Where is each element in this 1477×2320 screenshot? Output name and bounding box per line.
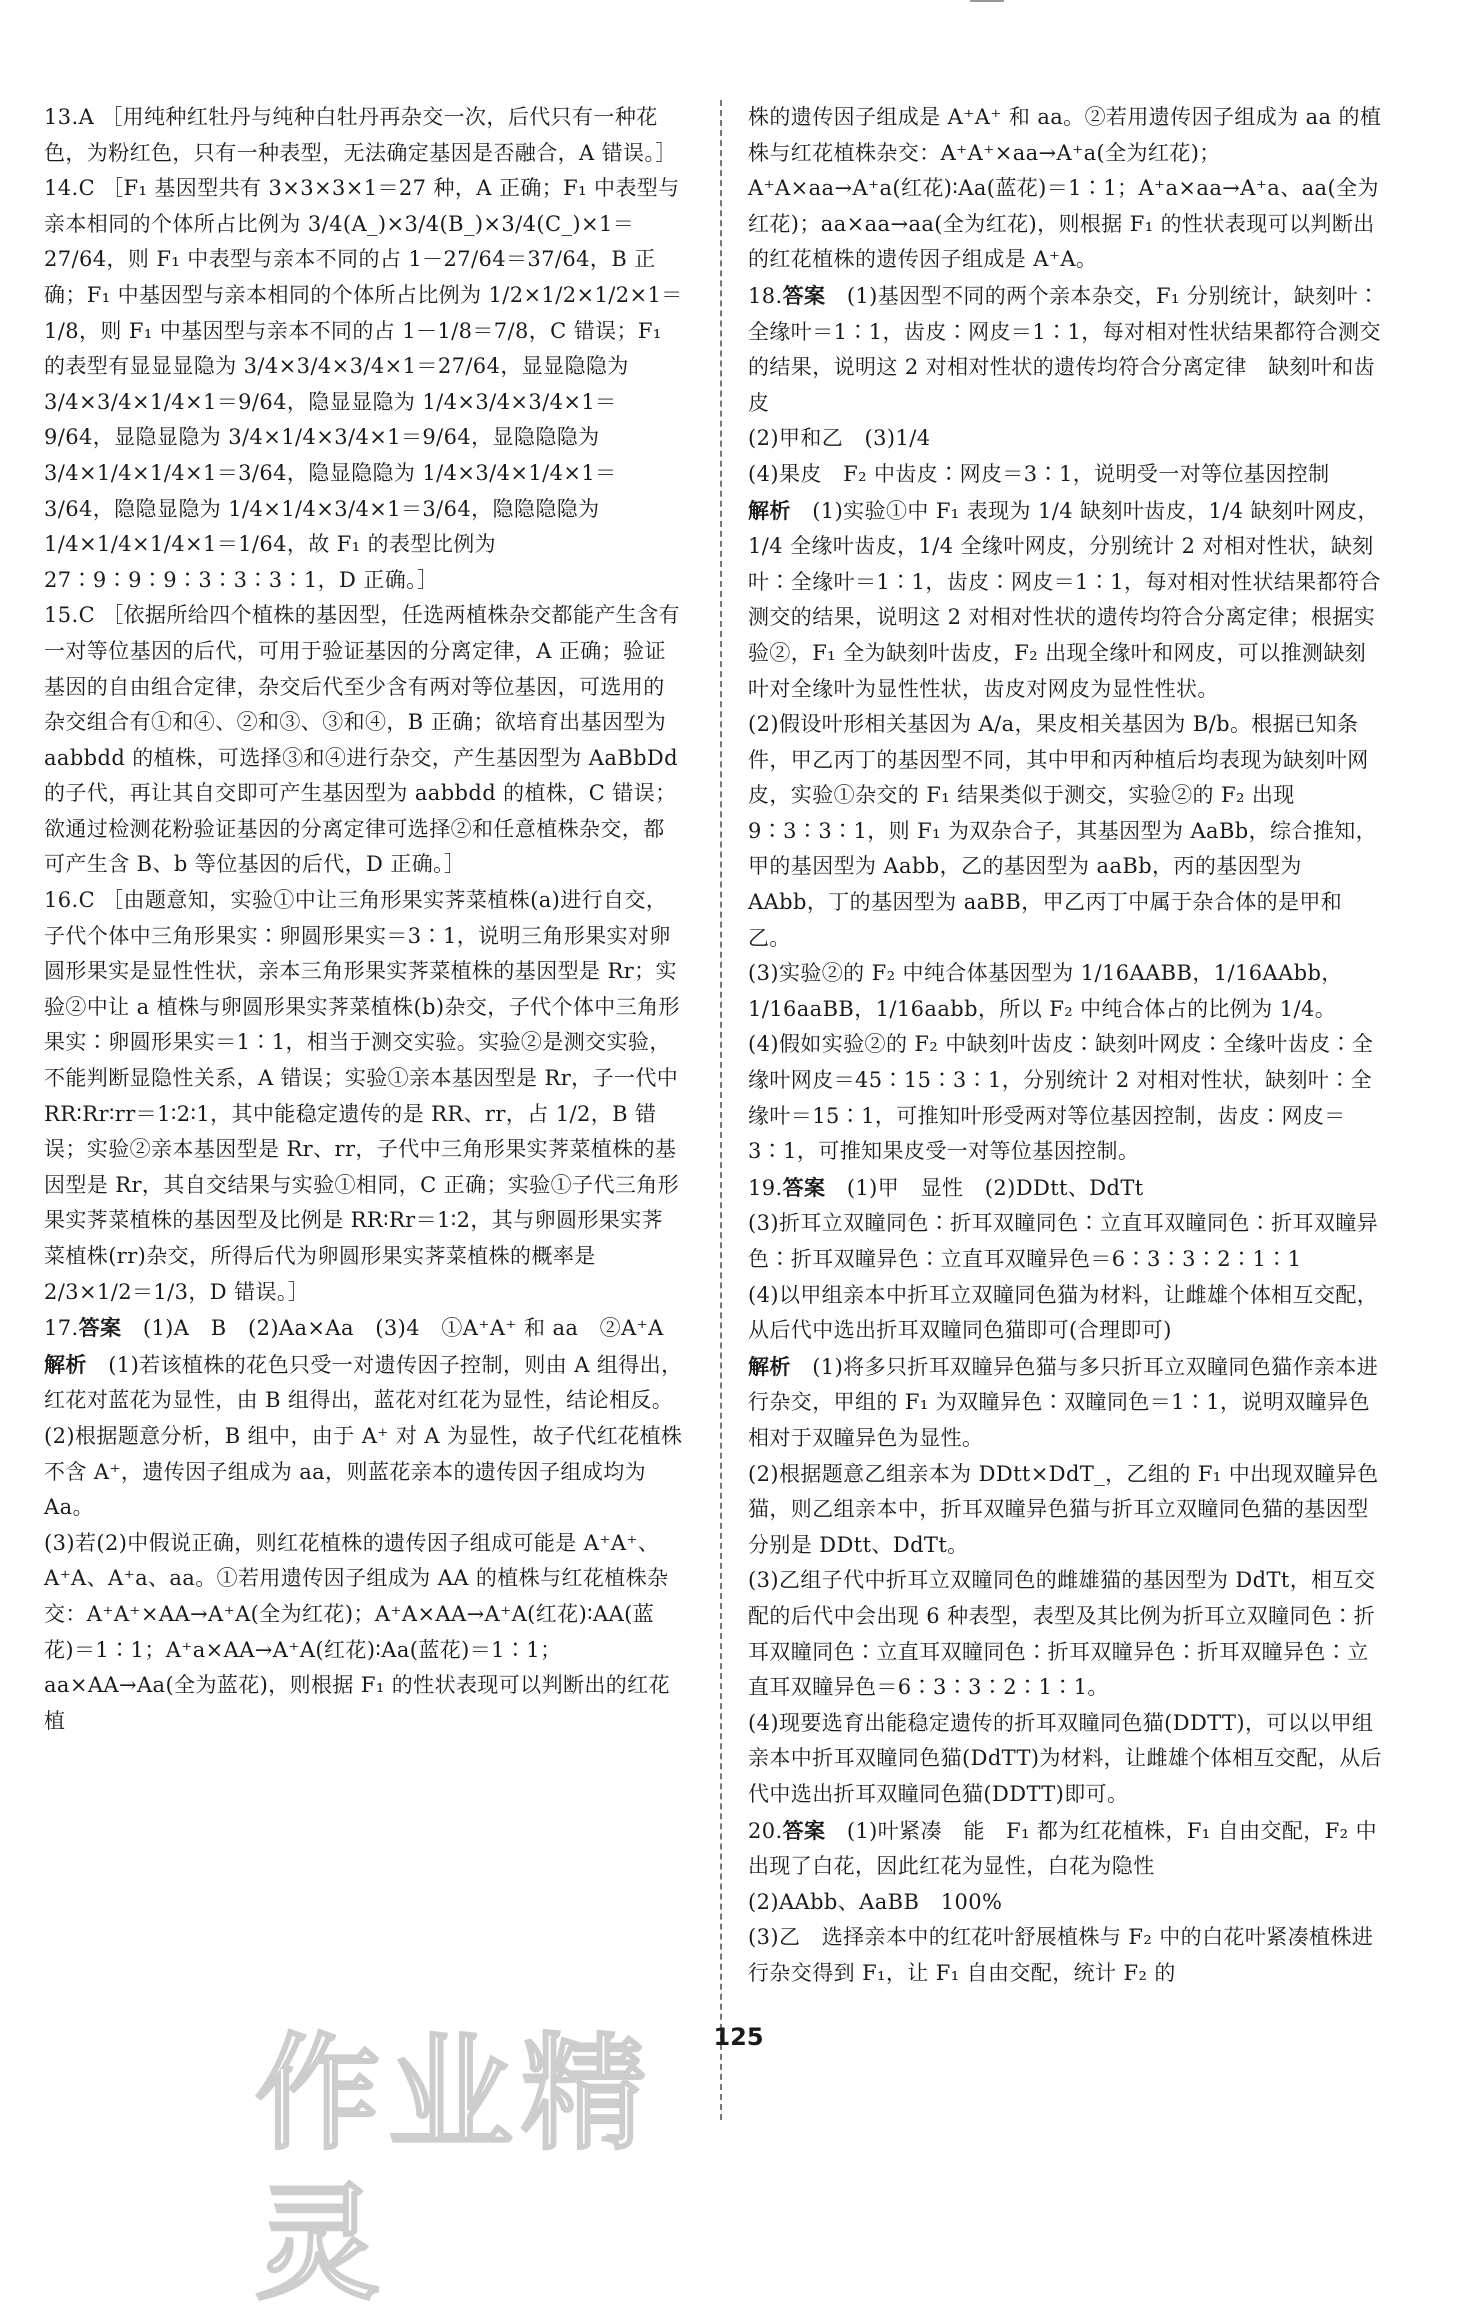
analysis-label: 解析 <box>44 1351 87 1377</box>
answer-text: (1)甲 显性 (2)DDtt、DdTt <box>846 1175 1144 1200</box>
solution-17-analysis-1 <box>44 1347 684 1419</box>
answer-label: 答案 <box>78 1315 122 1341</box>
solution-19-answer <box>748 1170 1384 1207</box>
solution-20-answer <box>748 1813 1384 1885</box>
right-column <box>748 100 1384 1991</box>
solution-20-answer-3: (3)乙 选择亲本中的红花叶舒展植株与 F₂ 中的白花叶紧凑植株进行杂交得到 F₁，让 F₁ 自由交配，统计 F₂ 的 <box>748 1925 1374 1985</box>
solution-18-analysis-4: (4)假如实验②的 F₂ 中缺刻叶齿皮∶缺刻叶网皮∶全缘叶齿皮∶全缘叶网皮＝45∶15∶3∶1，分别统计 2 对相对性状，缺刻叶∶全缘叶＝15∶1，可推知叶形受两对等位基因控制，齿皮∶网皮＝3∶1，可推知果皮受一对等位基因控制。 <box>748 1032 1374 1164</box>
solution-16: 16.C ［由题意知，实验①中让三角形果实荠菜植株(a)进行自交，子代个体中三角形果实∶卵圆形果实＝3∶1，说明三角形果实对卵圆形果实是显性性状，亲本三角形果实荠菜植株的基因型是 Rr；实验②中让 a 植株与卵圆形果实荠菜植株(b)杂交，子代个体中三角形果实∶卵圆形果实＝1∶1，相当于测交实验。实验②是测交实验，不能判断显隐性关系，A 错误；实验①亲本基因型是 Rr，子一代中 RR∶Rr∶rr＝1∶2∶1，其中能稳定遗传的是 RR、rr，占 1/2，B 错误；实验②亲本基因型是 Rr、rr，子代中三角形果实荠菜植株的基因型是 Rr，其自交结果与实验①相同，C 正确；实验①子代三角形果实荠菜植株的基因型及比例是 RR∶Rr＝1∶2，其与卵圆形果实荠菜植株(rr)杂交，所得后代为卵圆形果实荠菜植株的概率是 2/3×1/2＝1/3，D 错误。］ <box>44 888 680 1304</box>
solution-14: 14.C ［F₁ 基因型共有 3×3×3×1＝27 种，A 正确；F₁ 中表型与亲本相同的个体所占比例为 3/4(A_)×3/4(B_)×3/4(C_)×1＝27/64，则 F₁ 中表型与亲本不同的占 1－27/64＝37/64，B 正确；F₁ 中基因型与亲本相同的个体所占比例为 1/2×1/2×1/2×1＝1/8，则 F₁ 中基因型与亲本不同的占 1－1/8＝7/8，C 错误；F₁ 的表型有显显显隐为 3/4×3/4×3/4×1＝27/64，显显隐隐为 3/4×3/4×1/4×1＝9/64，隐显显隐为 1/4×3/4×3/4×1＝9/64，显隐显隐为 3/4×1/4×3/4×1＝9/64，显隐隐隐为 3/4×1/4×1/4×1＝3/64，隐显隐隐为 1/4×3/4×1/4×1＝3/64，隐隐显隐为 1/4×1/4×3/4×1＝3/64，隐隐隐隐为 1/4×1/4×1/4×1＝1/64，故 F₁ 的表型比例为 27∶9∶9∶9∶3∶3∶3∶1，D 正确。］ <box>44 176 683 592</box>
solution-18-analysis-1 <box>748 493 1384 708</box>
analysis-text: (1)若该植株的花色只受一对遗传因子控制，则由 A 组得出，红花对蓝花为显性，由 B 组得出，蓝花对红花为显性，结论相反。 <box>44 1352 683 1413</box>
left-column <box>44 100 684 1739</box>
solution-13: 13.A ［用纯种红牡丹与纯种白牡丹再杂交一次，后代只有一种花色，为粉红色，只有一种表型，无法确定基因是否融合，A 错误。］ <box>44 105 677 165</box>
column-divider <box>720 100 722 2120</box>
solution-19-analysis-2: (2)根据题意乙组亲本为 DDtt×DdT_，乙组的 F₁ 中出现双瞳异色猫，则乙组亲本中，折耳双瞳异色猫与折耳立双瞳同色猫的基因型分别是 DDtt、DdTt。 <box>748 1461 1379 1557</box>
analysis-text: (1)将多只折耳双瞳异色猫与多只折耳立双瞳同色猫作亲本进行杂交，甲组的 F₁ 为双瞳异色∶双瞳同色＝1∶1，说明双瞳异色相对于双瞳异色为显性。 <box>748 1354 1379 1450</box>
answer-text: (1)基因型不同的两个亲本杂交，F₁ 分别统计，缺刻叶∶全缘叶＝1∶1，齿皮∶网皮＝1∶1，每对相对性状结果都符合测交的结果，说明这 2 对相对性状的遗传均符合分离定律 缺刻叶和齿皮 <box>748 283 1381 415</box>
solution-18-analysis-3: (3)实验②的 F₂ 中纯合体基因型为 1/16AABB，1/16AAbb，1/16aaBB，1/16aabb，所以 F₂ 中纯合体占的比例为 1/4。 <box>748 961 1343 1021</box>
analysis-label: 解析 <box>748 1353 791 1379</box>
analysis-label: 解析 <box>748 497 791 523</box>
solution-18-answer-2: (2)甲和乙 (3)1/4 <box>748 426 931 451</box>
solution-17-answer-text: (1)A B (2)Aa×Aa (3)4 ①A⁺A⁺ 和 aa ②A⁺A <box>142 1316 664 1341</box>
solution-17-number: 17. <box>44 1316 79 1341</box>
answer-label: 答案 <box>782 282 826 308</box>
solution-18-answer-3: (4)果皮 F₂ 中齿皮∶网皮＝3∶1，说明受一对等位基因控制 <box>748 461 1330 486</box>
solution-19-answer-3: (4)以甲组亲本中折耳立双瞳同色猫为材料，让雌雄个体相互交配，从后代中选出折耳双瞳同色猫即可(合理即可) <box>748 1282 1379 1343</box>
solution-17-analysis-3: (3)若(2)中假说正确，则红花植株的遗传因子组成可能是 A⁺A⁺、A⁺A、A⁺a、aa。①若用遗传因子组成为 AA 的植株与红花植株杂交：A⁺A⁺×AA→A⁺A(全为红花)；A⁺A×AA→A⁺A(红花)∶AA(蓝花)＝1∶1；A⁺a×AA→A⁺A(红花)∶Aa(蓝花)＝1∶1；aa×AA→Aa(全为蓝花)，则根据 F₁ 的性状表现可以判断出的红花植 <box>44 1530 670 1733</box>
solution-19-answer-2: (3)折耳立双瞳同色∶折耳双瞳同色∶立直耳双瞳同色∶折耳双瞳异色∶折耳双瞳异色∶立直耳双瞳异色＝6∶3∶3∶2∶1∶1 <box>748 1211 1379 1271</box>
page-number: 125 <box>713 2023 764 2051</box>
solution-19-analysis-1 <box>748 1349 1384 1457</box>
answer-label: 答案 <box>782 1817 826 1843</box>
solution-18-number: 18. <box>748 283 783 308</box>
solution-17-answer <box>44 1310 684 1347</box>
answer-label: 答案 <box>782 1174 826 1200</box>
solution-19-analysis-3: (3)乙组子代中折耳立双瞳同色的雌雄猫的基因型为 DdTt，相互交配的后代中会出现 6 种表型，表型及其比例为折耳立双瞳同色∶折耳双瞳同色∶立直耳双瞳同色∶折耳双瞳异色∶折耳双瞳异色∶立直耳双瞳异色＝6∶3∶3∶2∶1∶1。 <box>748 1568 1376 1700</box>
solution-18-answer <box>748 278 1384 421</box>
watermark-logo: 作业精灵 <box>255 2022 654 2317</box>
solution-20-number: 20. <box>748 1818 783 1843</box>
solution-19-number: 19. <box>748 1175 783 1200</box>
top-mark <box>970 0 1004 2</box>
answer-text: (1)叶紧凑 能 F₁ 都为红花植株，F₁ 自由交配，F₂ 中出现了白花，因此红花为显性，白花为隐性 <box>748 1818 1377 1879</box>
solution-18-analysis-2: (2)假设叶形相关基因为 A/a，果皮相关基因为 B/b。根据已知条件，甲乙丙丁的基因型不同，其中甲和丙种植后均表现为缺刻叶网皮，实验①杂交的 F₁ 结果类似于测交，实验②的 F₂ 出现 9∶3∶3∶1，则 F₁ 为双杂合子，其基因型为 AaBb，综合推知，甲的基因型为 Aabb，乙的基因型为 aaBb，丙的基因型为 AAbb，丁的基因型为 aaBB，甲乙丙丁中属于杂合体的是甲和乙。 <box>748 712 1378 950</box>
solution-19-analysis-4: (4)现要选育出能稳定遗传的折耳双瞳同色猫(DDTT)，可以以甲组亲本中折耳双瞳同色猫(DdTT)为材料，让雌雄个体相互交配，从后代中选出折耳双瞳同色猫(DDTT)即可。 <box>748 1710 1382 1806</box>
solution-20-answer-2: (2)AAbb、AaBB 100% <box>748 1889 1003 1914</box>
solution-17-continued: 株的遗传因子组成是 A⁺A⁺ 和 aa。②若用遗传因子组成为 aa 的植株与红花植株杂交：A⁺A⁺×aa→A⁺a(全为红花)；A⁺A×aa→A⁺a(红花)∶Aa(蓝花)＝1∶1；A⁺a×aa→A⁺a、aa(全为红花)；aa×aa→aa(全为红花)，则根据 F₁ 的性状表现可以判断出的红花植株的遗传因子组成是 A⁺A。 <box>748 105 1382 272</box>
solution-15: 15.C ［依据所给四个植株的基因型，任选两植株杂交都能产生含有一对等位基因的后代，可用于验证基因的分离定律，A 正确；验证基因的自由组合定律，杂交后代至少含有两对等位基因，可选用的杂交组合有①和④、②和③、③和④，B 正确；欲培育出基因型为 aabbdd 的植株，可选择③和④进行杂交，产生基因型为 AaBbDd 的子代，再让其自交即可产生基因型为 aabbdd 的植株，C 错误；欲通过检测花粉验证基因的分离定律可选择②和任意植株杂交，都可产生含 B、b 等位基因的后代，D 正确。］ <box>44 603 680 877</box>
analysis-text: (1)实验①中 F₁ 表现为 1/4 缺刻叶齿皮，1/4 缺刻叶网皮，1/4 全缘叶齿皮，1/4 全缘叶网皮，分别统计 2 对相对性状，缺刻叶∶全缘叶＝1∶1，齿皮∶网皮＝1∶1，每对相对性状结果都符合测交的结果，说明这 2 对相对性状的遗传均符合分离定律；根据实验②，F₁ 全为缺刻叶齿皮，F₂ 出现全缘叶和网皮，可以推测缺刻叶对全缘叶为显性性状，齿皮对网皮为显性性状。 <box>748 498 1381 701</box>
solution-17-analysis-2: (2)根据题意分析，B 组中，由于 A⁺ 对 A 为显性，故子代红花植株不含 A⁺，遗传因子组成为 aa，则蓝花亲本的遗传因子组成均为 Aa。 <box>44 1423 683 1520</box>
